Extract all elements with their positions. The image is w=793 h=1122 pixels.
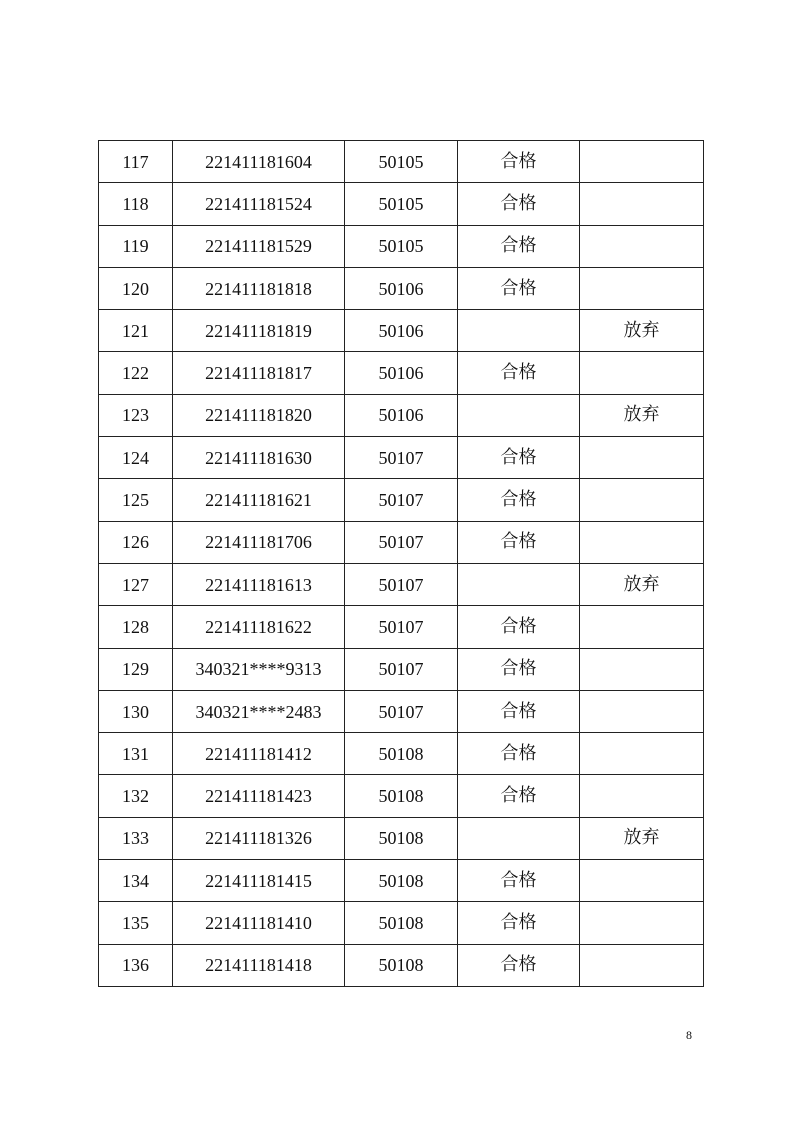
serial-number-cell: 117 — [99, 141, 173, 183]
position-code-cell: 50108 — [345, 733, 458, 775]
table-row — [99, 352, 704, 394]
table-row — [99, 944, 704, 986]
result-cell: 合格 — [458, 860, 580, 902]
candidate-id-cell: 221411181622 — [173, 606, 345, 648]
position-code-cell: 50107 — [345, 648, 458, 690]
candidate-id-cell: 221411181817 — [173, 352, 345, 394]
serial-number-cell: 125 — [99, 479, 173, 521]
candidate-id-cell: 221411181819 — [173, 310, 345, 352]
remark-cell — [580, 606, 704, 648]
serial-number-cell: 122 — [99, 352, 173, 394]
remark-cell — [580, 733, 704, 775]
serial-number-cell: 136 — [99, 944, 173, 986]
table-row — [99, 267, 704, 309]
remark-cell — [580, 648, 704, 690]
candidate-id-cell: 221411181820 — [173, 394, 345, 436]
result-cell — [458, 394, 580, 436]
remark-cell — [580, 775, 704, 817]
serial-number-cell: 120 — [99, 267, 173, 309]
result-cell: 合格 — [458, 690, 580, 732]
serial-number-cell: 124 — [99, 437, 173, 479]
position-code-cell: 50107 — [345, 479, 458, 521]
position-code-cell: 50108 — [345, 902, 458, 944]
table-row — [99, 690, 704, 732]
position-code-cell: 50105 — [345, 225, 458, 267]
table-row — [99, 310, 704, 352]
position-code-cell: 50107 — [345, 606, 458, 648]
position-code-cell: 50107 — [345, 437, 458, 479]
remark-cell — [580, 479, 704, 521]
result-cell: 合格 — [458, 521, 580, 563]
position-code-cell: 50105 — [345, 183, 458, 225]
position-code-cell: 50108 — [345, 775, 458, 817]
remark-cell — [580, 690, 704, 732]
position-code-cell: 50108 — [345, 944, 458, 986]
remark-cell — [580, 437, 704, 479]
result-cell: 合格 — [458, 267, 580, 309]
result-cell: 合格 — [458, 437, 580, 479]
table-row — [99, 225, 704, 267]
remark-cell: 放弃 — [580, 310, 704, 352]
serial-number-cell: 127 — [99, 563, 173, 605]
candidate-id-cell: 221411181410 — [173, 902, 345, 944]
position-code-cell: 50107 — [345, 690, 458, 732]
remark-cell: 放弃 — [580, 817, 704, 859]
table-row — [99, 563, 704, 605]
serial-number-cell: 129 — [99, 648, 173, 690]
result-cell — [458, 817, 580, 859]
table-row — [99, 860, 704, 902]
candidate-id-cell: 340321****9313 — [173, 648, 345, 690]
position-code-cell: 50106 — [345, 394, 458, 436]
remark-cell — [580, 944, 704, 986]
result-cell: 合格 — [458, 902, 580, 944]
result-cell: 合格 — [458, 648, 580, 690]
result-cell: 合格 — [458, 183, 580, 225]
candidate-id-cell: 221411181326 — [173, 817, 345, 859]
position-code-cell: 50106 — [345, 267, 458, 309]
table-row — [99, 394, 704, 436]
table-row — [99, 521, 704, 563]
table-row — [99, 902, 704, 944]
candidate-id-cell: 221411181418 — [173, 944, 345, 986]
position-code-cell: 50107 — [345, 563, 458, 605]
remark-cell — [580, 267, 704, 309]
serial-number-cell: 126 — [99, 521, 173, 563]
result-cell — [458, 310, 580, 352]
results-table — [98, 140, 704, 987]
table-row — [99, 648, 704, 690]
position-code-cell: 50108 — [345, 817, 458, 859]
remark-cell — [580, 860, 704, 902]
result-cell: 合格 — [458, 775, 580, 817]
result-cell: 合格 — [458, 606, 580, 648]
serial-number-cell: 135 — [99, 902, 173, 944]
remark-cell: 放弃 — [580, 563, 704, 605]
candidate-id-cell: 221411181524 — [173, 183, 345, 225]
table-row — [99, 183, 704, 225]
serial-number-cell: 131 — [99, 733, 173, 775]
serial-number-cell: 130 — [99, 690, 173, 732]
results-table-body — [99, 141, 704, 987]
table-row — [99, 775, 704, 817]
remark-cell — [580, 141, 704, 183]
position-code-cell: 50107 — [345, 521, 458, 563]
candidate-id-cell: 221411181613 — [173, 563, 345, 605]
remark-cell — [580, 225, 704, 267]
remark-cell — [580, 183, 704, 225]
table-row — [99, 479, 704, 521]
position-code-cell: 50106 — [345, 352, 458, 394]
serial-number-cell: 119 — [99, 225, 173, 267]
result-cell — [458, 563, 580, 605]
candidate-id-cell: 221411181630 — [173, 437, 345, 479]
result-cell: 合格 — [458, 352, 580, 394]
candidate-id-cell: 221411181529 — [173, 225, 345, 267]
candidate-id-cell: 221411181604 — [173, 141, 345, 183]
serial-number-cell: 123 — [99, 394, 173, 436]
position-code-cell: 50105 — [345, 141, 458, 183]
remark-cell — [580, 902, 704, 944]
candidate-id-cell: 221411181412 — [173, 733, 345, 775]
table-row — [99, 733, 704, 775]
serial-number-cell: 128 — [99, 606, 173, 648]
table-row — [99, 141, 704, 183]
page-number: 8 — [686, 1028, 692, 1042]
position-code-cell: 50108 — [345, 860, 458, 902]
serial-number-cell: 132 — [99, 775, 173, 817]
result-cell: 合格 — [458, 479, 580, 521]
remark-cell: 放弃 — [580, 394, 704, 436]
candidate-id-cell: 221411181415 — [173, 860, 345, 902]
table-row — [99, 606, 704, 648]
candidate-id-cell: 221411181818 — [173, 267, 345, 309]
serial-number-cell: 118 — [99, 183, 173, 225]
remark-cell — [580, 521, 704, 563]
candidate-id-cell: 221411181706 — [173, 521, 345, 563]
result-cell: 合格 — [458, 944, 580, 986]
candidate-id-cell: 221411181423 — [173, 775, 345, 817]
table-row — [99, 437, 704, 479]
candidate-id-cell: 340321****2483 — [173, 690, 345, 732]
candidate-id-cell: 221411181621 — [173, 479, 345, 521]
serial-number-cell: 134 — [99, 860, 173, 902]
result-cell: 合格 — [458, 141, 580, 183]
table-row — [99, 817, 704, 859]
result-cell: 合格 — [458, 225, 580, 267]
serial-number-cell: 133 — [99, 817, 173, 859]
position-code-cell: 50106 — [345, 310, 458, 352]
result-cell: 合格 — [458, 733, 580, 775]
remark-cell — [580, 352, 704, 394]
serial-number-cell: 121 — [99, 310, 173, 352]
